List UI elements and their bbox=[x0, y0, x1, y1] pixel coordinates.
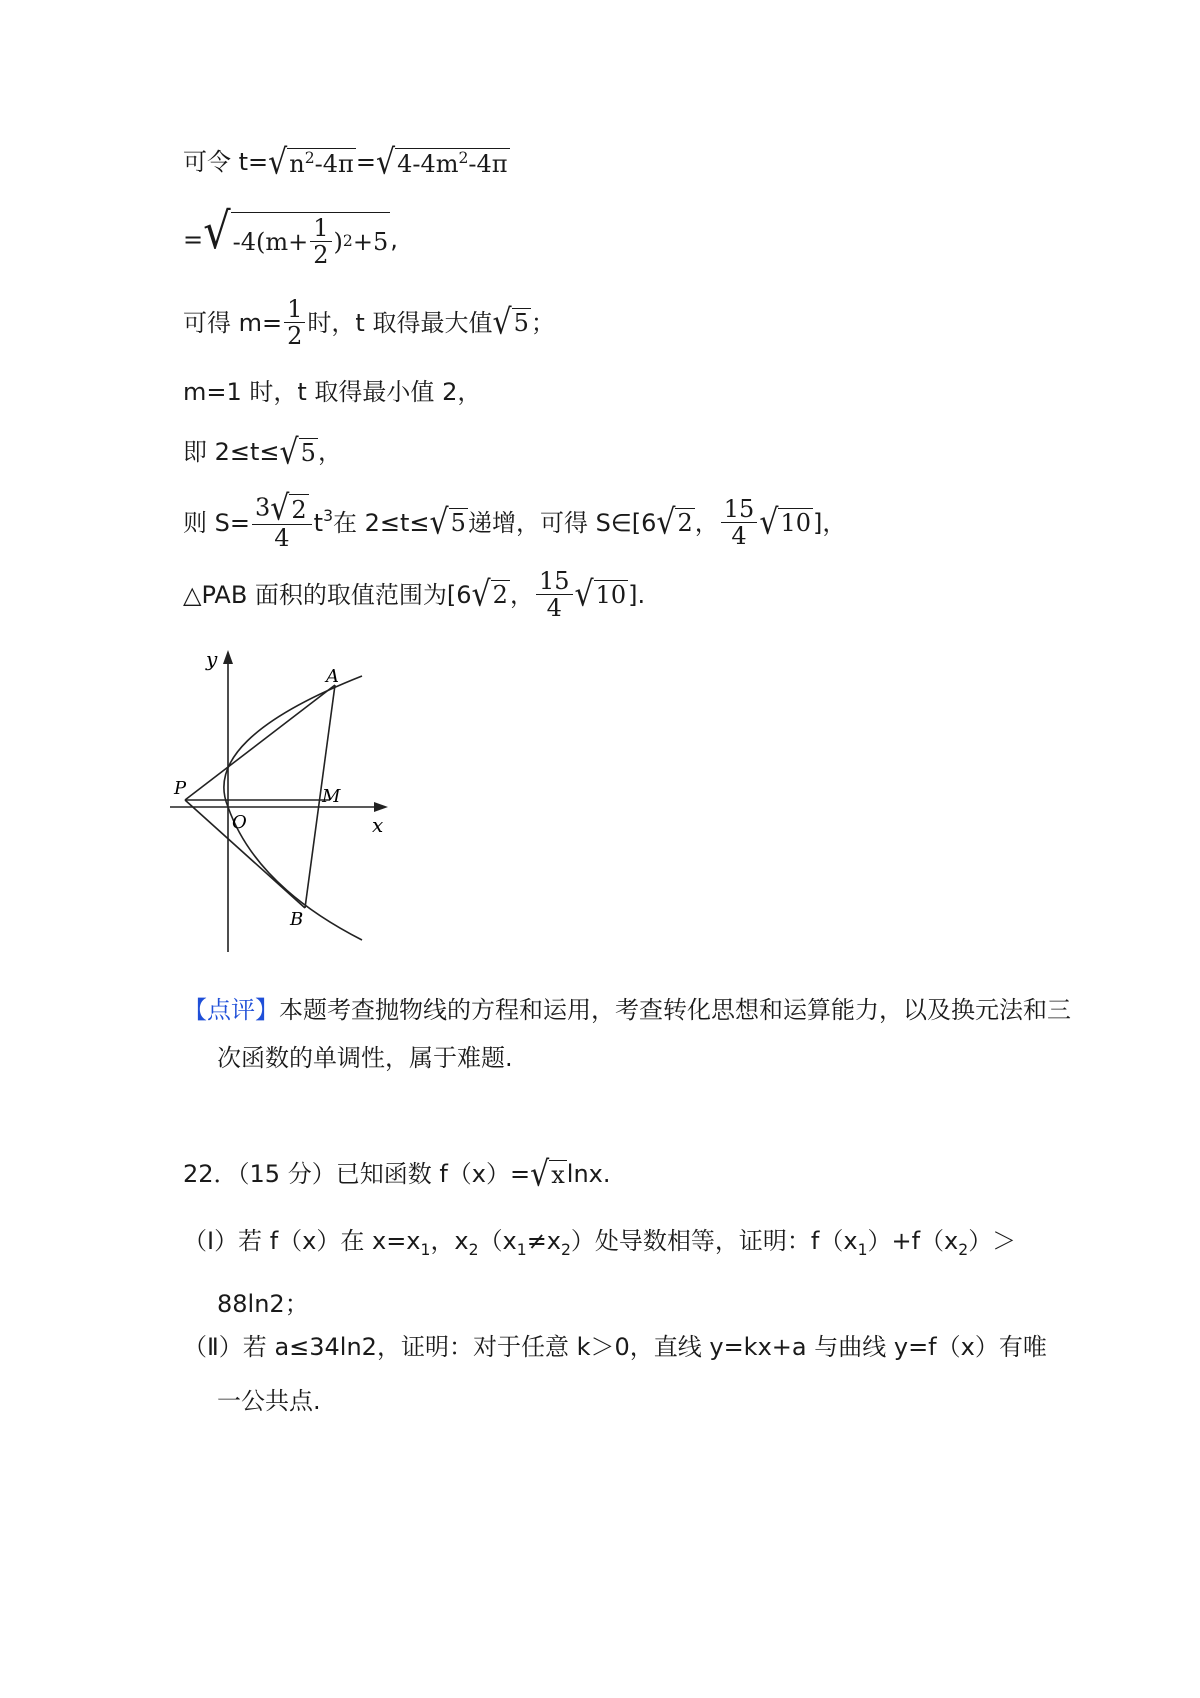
denominator: 4 bbox=[731, 522, 747, 551]
label-x: x bbox=[372, 813, 384, 837]
subscript: 2 bbox=[561, 1240, 571, 1259]
punctuation: ]， bbox=[812, 508, 847, 537]
radicand-text: 2 bbox=[291, 496, 307, 524]
x-axis-arrow bbox=[374, 802, 388, 812]
label-m: M bbox=[322, 786, 341, 807]
subscript: 2 bbox=[468, 1240, 479, 1259]
numerator: 15 bbox=[721, 496, 758, 523]
radicand-text: +5 bbox=[352, 227, 389, 256]
fraction bbox=[721, 496, 758, 550]
radicand-text: 10 bbox=[595, 580, 627, 609]
text: （x bbox=[478, 1227, 517, 1255]
radicand-text: -4(m+ bbox=[232, 227, 309, 256]
label-y: y bbox=[206, 647, 218, 671]
punctuation: , bbox=[390, 225, 398, 254]
text: m= bbox=[183, 378, 227, 406]
text: ）＞ bbox=[968, 1227, 1017, 1255]
tangent-pa bbox=[185, 685, 335, 800]
text: ，x bbox=[430, 1227, 469, 1255]
text: t bbox=[313, 508, 324, 537]
sqrt-expression: √ 10 bbox=[759, 501, 811, 543]
radicand-text: x bbox=[551, 1161, 565, 1189]
review-paragraph bbox=[183, 986, 1077, 1082]
text: 递增，可得 S∈[6 bbox=[467, 508, 657, 537]
fraction bbox=[536, 568, 573, 622]
radicand-text: 5 bbox=[513, 308, 529, 337]
problem22-part2 bbox=[183, 1320, 1077, 1428]
equals: = bbox=[183, 225, 204, 254]
sqrt-expression: √ -4(m+ $\frac{1}{2}$ ) 2 +5 bbox=[203, 203, 389, 270]
equals: = bbox=[355, 148, 376, 176]
numerator: 1 bbox=[310, 215, 331, 242]
label-o: O bbox=[232, 812, 247, 833]
text: △PAB 面积的取值范围为[6 bbox=[183, 580, 472, 609]
sqrt-expression: √ x bbox=[530, 1154, 565, 1195]
text: ≠x bbox=[526, 1227, 561, 1255]
denominator: 2 bbox=[313, 241, 329, 270]
solution-line-1 bbox=[183, 142, 510, 183]
subscript: 1 bbox=[420, 1240, 431, 1259]
subscript: 1 bbox=[516, 1240, 527, 1259]
text: 在 2≤t≤ bbox=[333, 508, 430, 537]
text: ）+f（x bbox=[867, 1227, 959, 1255]
solution-line-6 bbox=[183, 488, 847, 552]
denominator: 4 bbox=[274, 524, 290, 552]
radicand-text: 4-4m bbox=[397, 150, 459, 178]
text: 22．（15 分）已知函数 f（x）= bbox=[183, 1160, 531, 1188]
radicand-text: n bbox=[289, 150, 305, 178]
text: （Ⅱ）若 a≤3 bbox=[183, 1333, 325, 1361]
text: 一公共点. bbox=[217, 1387, 321, 1415]
text: 1 时，t 取得最小值 2， bbox=[226, 378, 482, 406]
solution-line-4 bbox=[183, 380, 481, 404]
subscript: 2 bbox=[958, 1240, 969, 1259]
parabola-curve bbox=[224, 676, 362, 940]
sqrt-expression: √ $n^2-4\pi$ bbox=[268, 142, 354, 183]
fraction bbox=[310, 215, 331, 269]
denominator: 4 bbox=[546, 594, 562, 623]
solution-line-2 bbox=[183, 203, 398, 270]
exponent: 2 bbox=[342, 232, 353, 251]
fraction bbox=[284, 296, 305, 350]
sqrt-expression: √ 2 bbox=[656, 501, 693, 543]
text: 可得 m= bbox=[183, 308, 283, 337]
numerator: 15 bbox=[536, 568, 573, 595]
numerator-coefficient: 3 bbox=[254, 493, 271, 522]
sqrt-expression: √ 5 bbox=[429, 501, 466, 543]
solution-line-3 bbox=[183, 296, 555, 350]
denominator: 2 bbox=[287, 322, 303, 351]
text: 即 2≤t≤ bbox=[183, 438, 280, 466]
parabola-figure bbox=[160, 640, 420, 970]
exponent: 2 bbox=[458, 149, 469, 167]
review-text: 本题考查抛物线的方程和运用，考查转化思想和运算能力，以及换元法和三次函数的单调性，属于难题. bbox=[217, 996, 1071, 1072]
text: 8 bbox=[217, 1289, 233, 1318]
text: 8ln2； bbox=[232, 1289, 309, 1318]
radicand-text: -4π bbox=[314, 150, 354, 178]
review-tag: 【点评】 bbox=[183, 996, 279, 1024]
fraction bbox=[252, 488, 312, 552]
text: 可令 t= bbox=[183, 148, 269, 176]
punctuation: ]. bbox=[628, 580, 646, 609]
radicand-text: 5 bbox=[450, 508, 466, 537]
text: 时，t 取得最大值 bbox=[307, 308, 493, 337]
punctuation: ； bbox=[530, 308, 555, 337]
radicand-text: ) bbox=[333, 227, 343, 256]
exponent: 2 bbox=[304, 149, 315, 167]
solution-line-5 bbox=[183, 432, 342, 473]
label-b: B bbox=[290, 909, 304, 930]
radicand-text: 10 bbox=[780, 508, 811, 537]
exponent: 3 bbox=[323, 506, 334, 525]
sqrt-expression: √ $4-4m^2-4\pi$ bbox=[375, 142, 508, 183]
numerator: 3 √ 2 bbox=[252, 494, 312, 525]
text: 则 S= bbox=[183, 508, 250, 537]
solution-line-7 bbox=[183, 568, 645, 622]
radicand-text: 2 bbox=[492, 580, 508, 609]
text: 4ln2，证明：对于任意 k＞0，直线 y=kx+a 与曲线 y=f（x）有唯 bbox=[324, 1333, 1047, 1361]
problem22-part1 bbox=[183, 1214, 1077, 1331]
y-axis-arrow bbox=[223, 650, 233, 664]
label-a: A bbox=[326, 666, 339, 687]
sqrt-expression: √ 5 bbox=[492, 302, 529, 343]
text: ）处导数相等，证明：f（x bbox=[570, 1227, 858, 1255]
text: （Ⅰ）若 f（x）在 x=x bbox=[183, 1227, 421, 1255]
punctuation: ， bbox=[317, 438, 342, 466]
sqrt-expression: √ 2 bbox=[471, 574, 508, 615]
radicand-text: -4π bbox=[468, 150, 508, 178]
sqrt-expression: √ 10 bbox=[574, 574, 627, 615]
problem22-statement bbox=[183, 1154, 611, 1195]
punctuation: ， bbox=[694, 508, 719, 537]
radicand-text: 2 bbox=[677, 508, 693, 537]
numerator: 1 bbox=[284, 296, 305, 323]
radicand-text: 5 bbox=[300, 439, 316, 467]
label-p: P bbox=[174, 778, 187, 799]
punctuation: ， bbox=[509, 580, 534, 609]
text: lnx. bbox=[566, 1160, 611, 1188]
subscript: 1 bbox=[857, 1240, 868, 1259]
sqrt-expression: √ 5 bbox=[279, 432, 316, 473]
